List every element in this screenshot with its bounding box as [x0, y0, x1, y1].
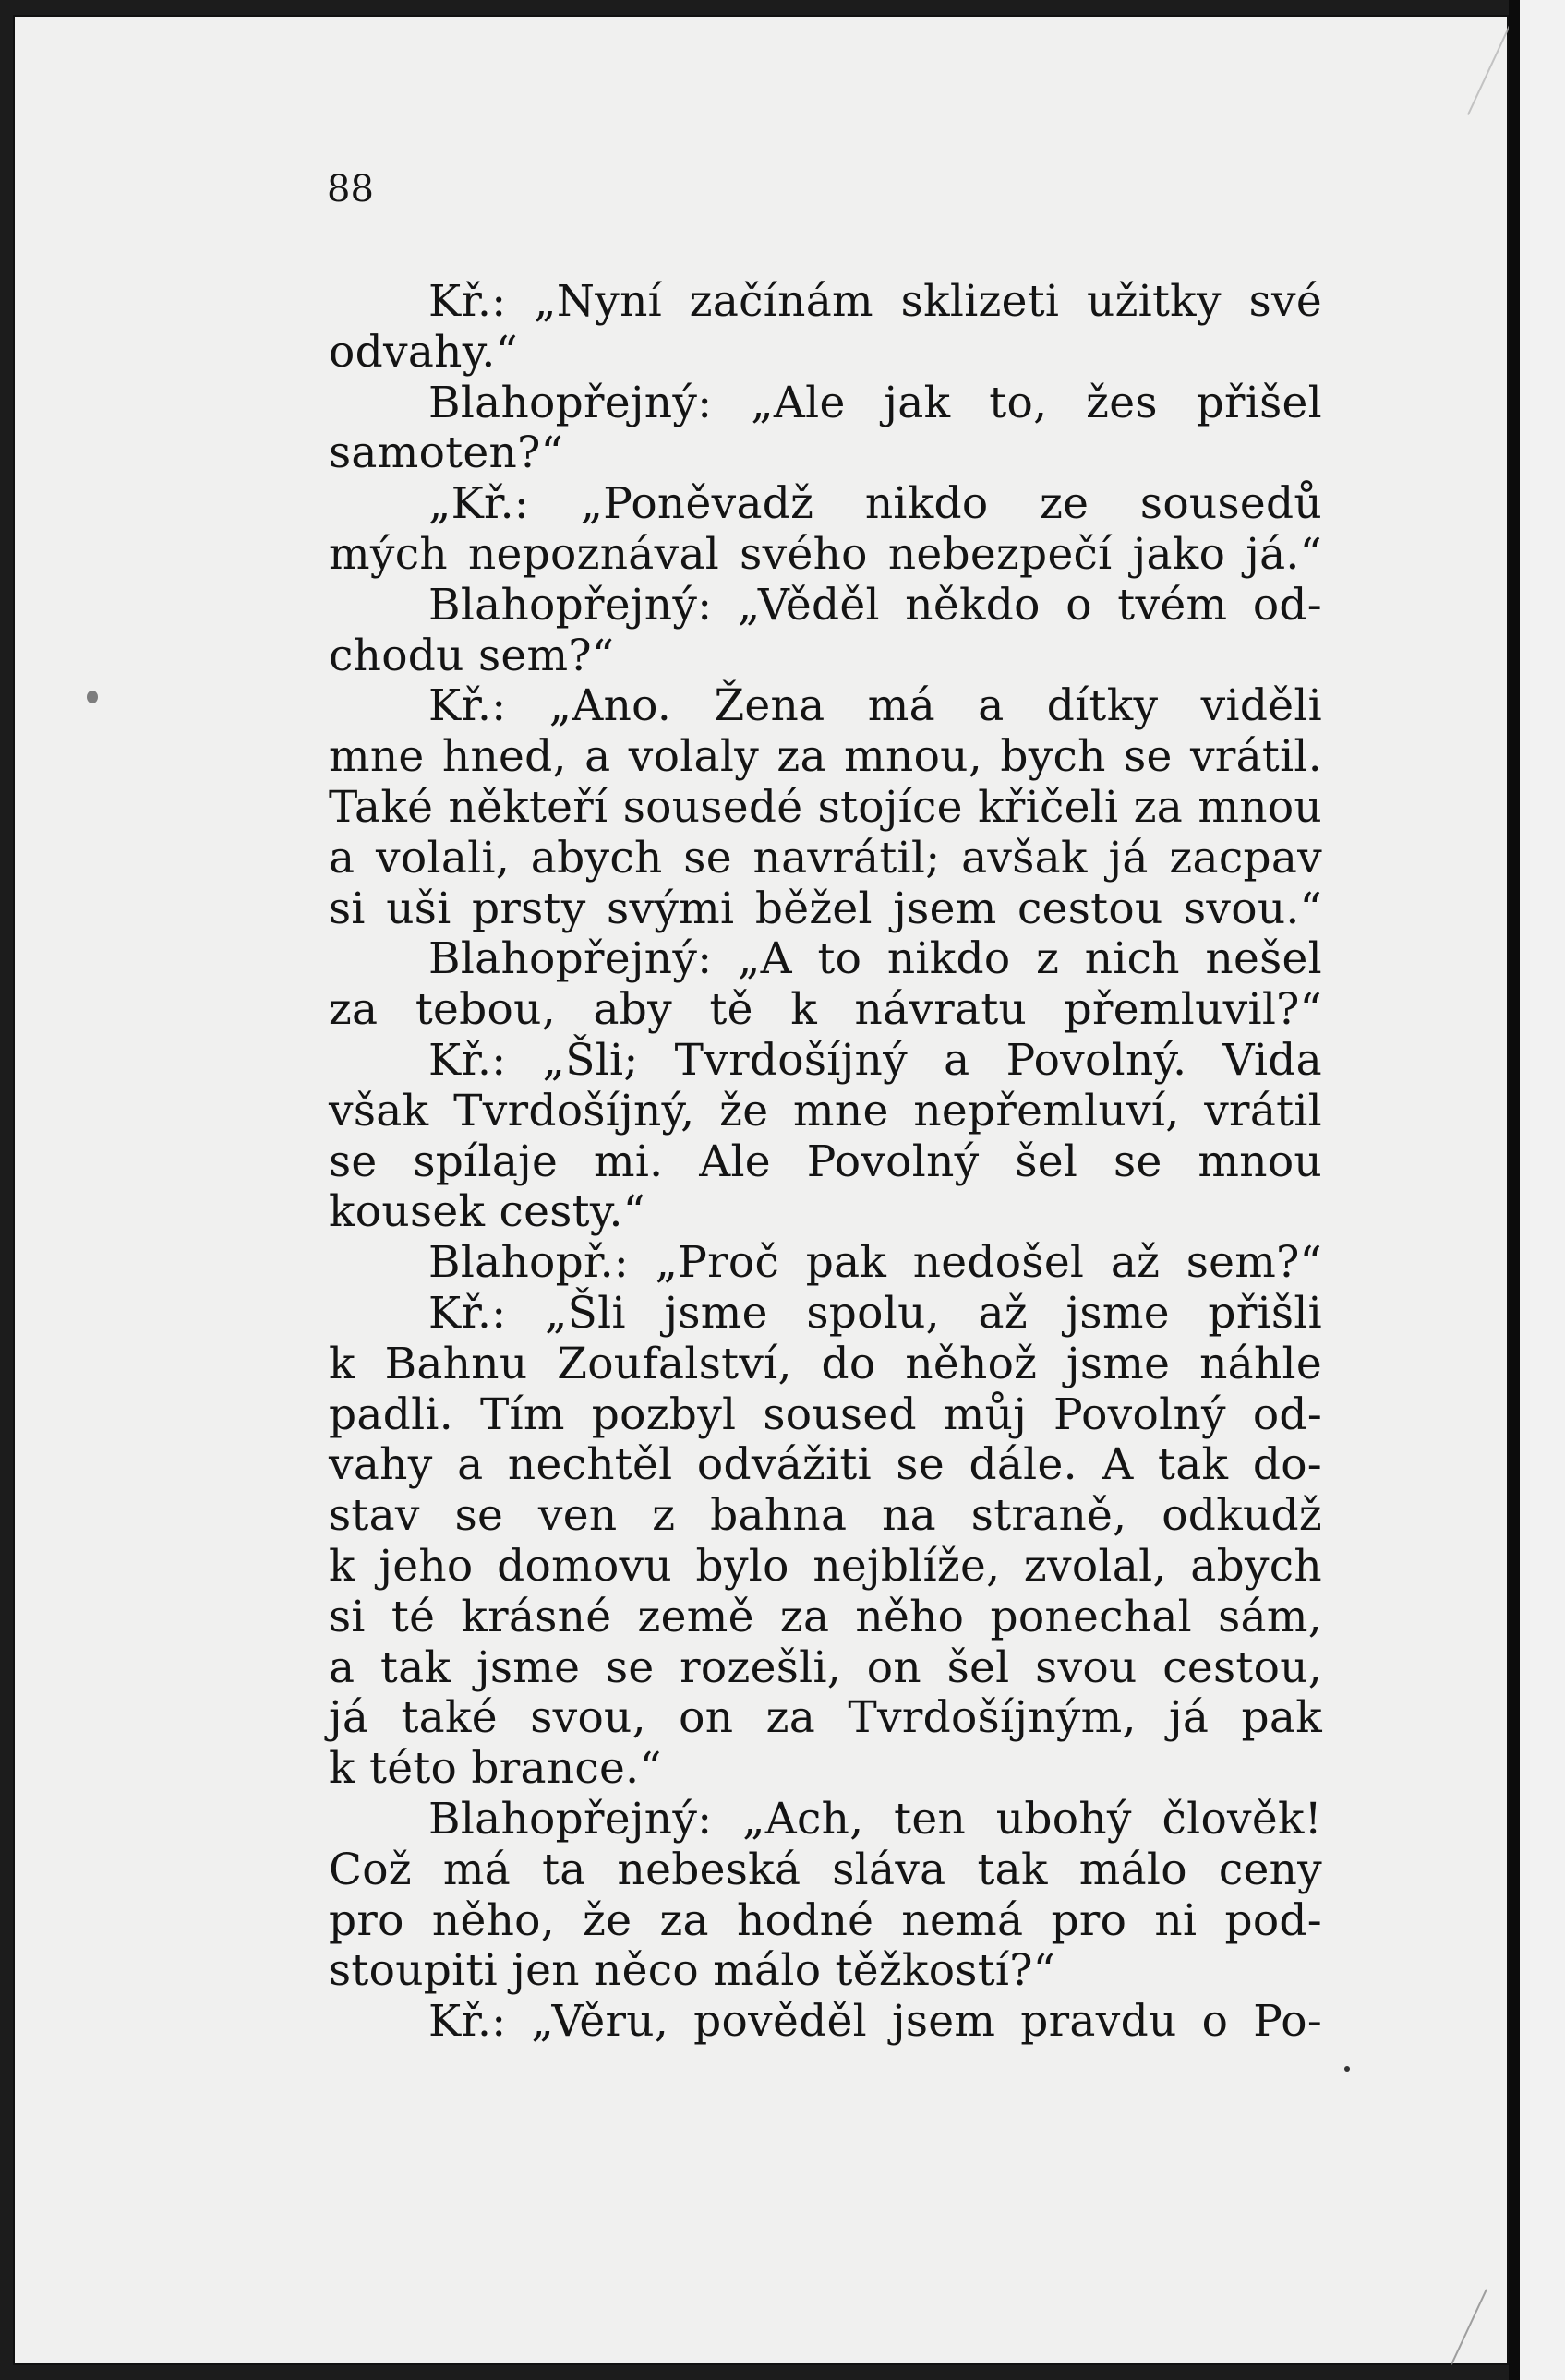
text-line: si uši prsty svými běžel jsem cestou svou.“ — [329, 883, 1322, 934]
text-line: Kř.: „Nyní začínám sklizeti užitky své — [428, 276, 1322, 327]
text-line: Kř.: „Šli jsme spolu, až jsme přišli — [428, 1287, 1322, 1339]
text-line: já také svou, on za Tvrdošíjným, já pak — [329, 1692, 1322, 1744]
page-number: 88 — [327, 168, 374, 210]
text-line: k této brance.“ — [329, 1743, 662, 1795]
text-line: mých nepoznával svého nebezpečí jako já.“ — [329, 528, 1322, 580]
text-line: a tak jsme se rozešli, on šel svou cestou, — [329, 1641, 1322, 1693]
text-line: mne hned, a volaly za mnou, bych se vrátil. — [329, 731, 1322, 783]
text-line: za tebou, aby tě k návratu přemluvil?“ — [329, 984, 1322, 1036]
margin-dot — [87, 691, 98, 703]
text-line: chodu sem?“ — [329, 630, 615, 681]
text-line: Kř.: „Šli; Tvrdošíjný a Povolný. Vida — [428, 1034, 1322, 1086]
page-text — [329, 277, 1322, 2048]
text-line: Blahopřejný: „A to nikdo z nich nešel — [428, 933, 1322, 985]
text-line: se spílaje mi. Ale Povolný šel se mnou — [329, 1136, 1322, 1187]
scan-scratch — [1451, 2289, 1487, 2364]
book-page — [13, 15, 1509, 2365]
text-line: však Tvrdošíjný, že mne nepřemluví, vrátil — [329, 1085, 1322, 1136]
text-line: vahy a nechtěl odvážiti se dále. A tak do- — [329, 1439, 1322, 1491]
text-line: Kř.: „Věru, pověděl jsem pravdu o Po- — [428, 1996, 1322, 2048]
text-line: k Bahnu Zoufalství, do něhož jsme náhle — [329, 1338, 1322, 1389]
text-line: kousek cesty.“ — [329, 1186, 646, 1238]
text-line: Což má ta nebeská sláva tak málo ceny — [329, 1844, 1322, 1895]
text-line: odvahy.“ — [329, 326, 518, 378]
text-line: Také někteří sousedé stojíce křičeli za mnou — [329, 781, 1322, 833]
text-line: Kř.: „Ano. Žena má a dítky viděli — [428, 680, 1322, 732]
text-line: stav se ven z bahna na straně, odkudž — [329, 1490, 1322, 1542]
text-line: a volali, abych se navrátil; avšak já zacpav — [329, 832, 1322, 883]
page-edge — [1509, 0, 1565, 2380]
text-line: Blahopř.: „Proč pak nedošel až sem?“ — [428, 1237, 1322, 1289]
text-line: stoupiti jen něco málo těžkostí?“ — [329, 1945, 1056, 1997]
margin-dot — [1344, 2066, 1350, 2072]
text-line: padli. Tím pozbyl soused můj Povolný od- — [329, 1388, 1322, 1440]
text-line: pro něho, že za hodné nemá pro ni pod- — [329, 1894, 1322, 1946]
text-line: Blahopřejný: „Věděl někdo o tvém od- — [428, 579, 1322, 631]
text-line: k jeho domovu bylo nejblíže, zvolal, abych — [329, 1540, 1322, 1592]
text-line: Blahopřejný: „Ach, ten ubohý člověk! — [428, 1793, 1322, 1845]
text-line: Blahopřejný: „Ale jak to, žes přišel — [428, 377, 1322, 428]
text-line: samoten?“ — [329, 427, 563, 479]
text-line: si té krásné země za něho ponechal sám, — [329, 1591, 1322, 1642]
text-line: „Kř.: „Poněvadž nikdo ze sousedů — [428, 478, 1322, 530]
